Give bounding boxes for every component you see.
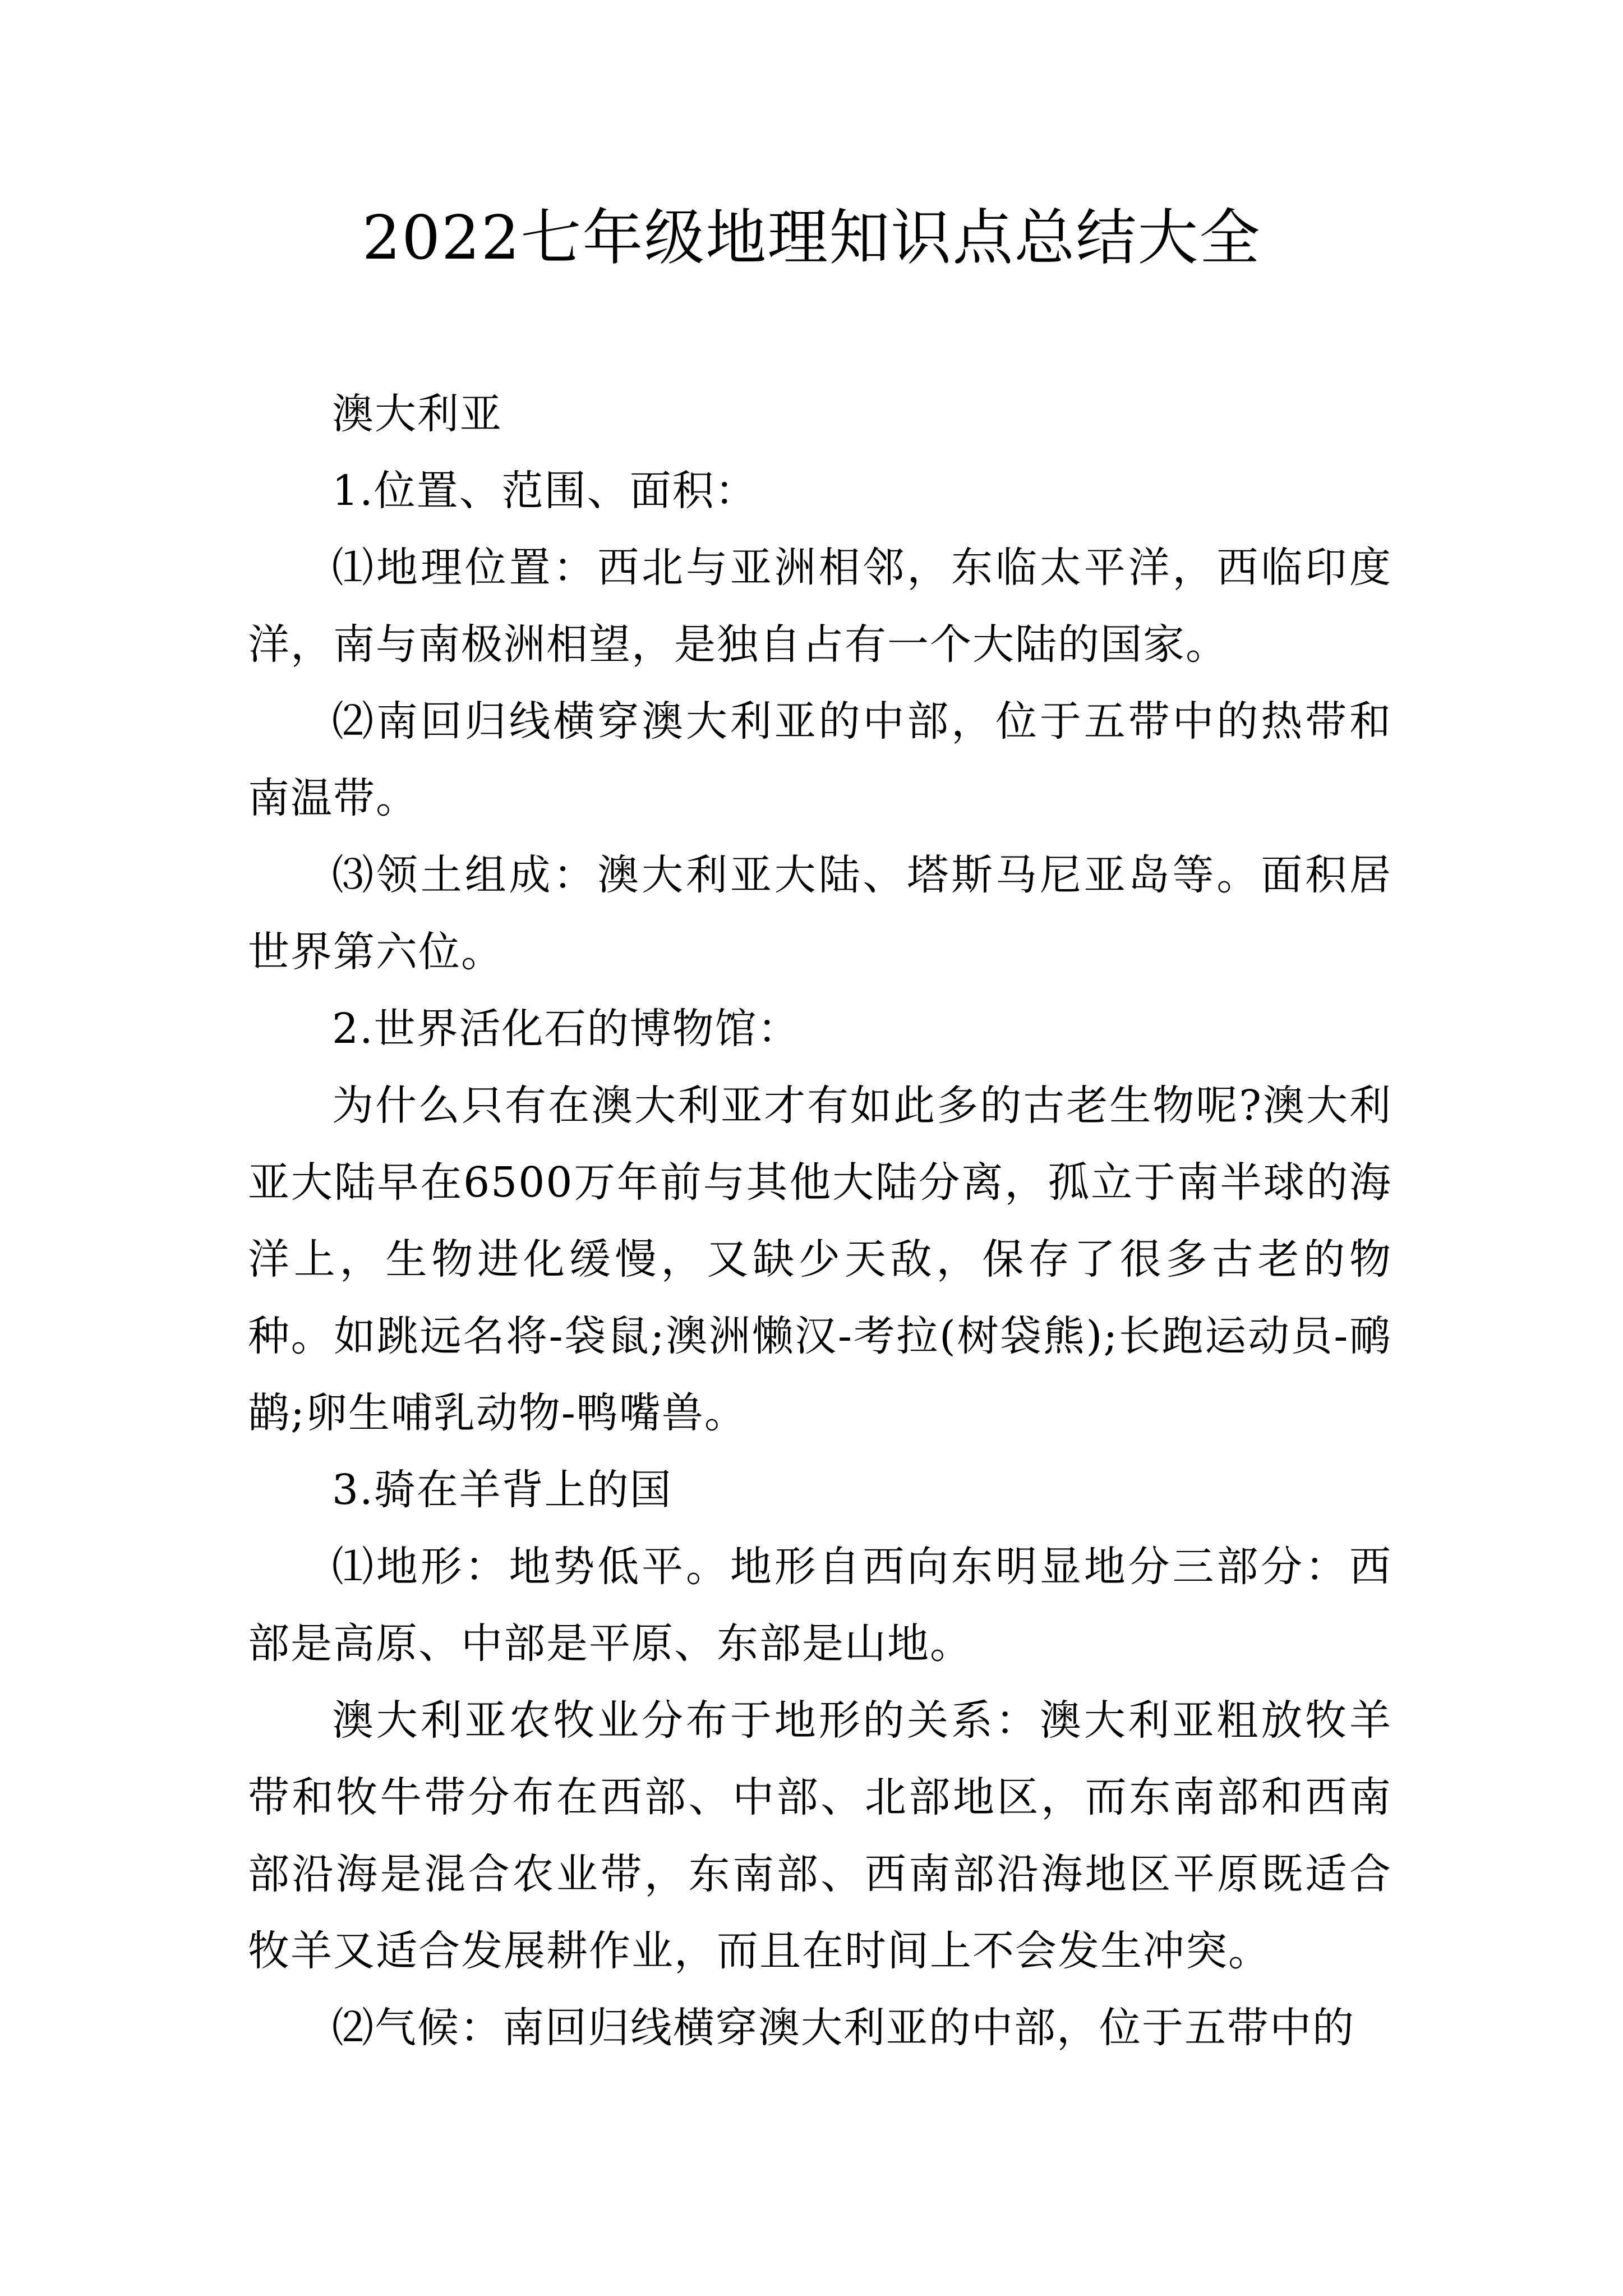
paragraph-agriculture: 澳大利亚农牧业分布于地形的关系：澳大利亚粗放牧羊带和牧牛带分布在西部、中部、北部地区，而东南部和西南部沿海是混合农业带，东南部、西南部沿海地区平原既适合牧羊又适合发展耕作业，而且在时间上不会发生冲突。 (248, 1696, 1392, 1975)
paragraph-geographic-position: ⑴地理位置：西北与亚洲相邻，东临太平洋，西临印度洋，南与南极洲相望，是独自占有一个大陆的国家。 (248, 544, 1392, 669)
paragraph-territory: ⑶领土组成：澳大利亚大陆、塔斯马尼亚岛等。面积居世界第六位。 (248, 851, 1392, 976)
paragraph-ancient-species: 为什么只有在澳大利亚才有如此多的古老生物呢?澳大利亚大陆早在6500万年前与其他大陆分离，孤立于南半球的海洋上，生物进化缓慢，又缺少天敌，保存了很多古老的物种。如跳远名将-袋鼠;澳洲懒汉-考拉(树袋熊);长跑运动员-鸸鹋;卵生哺乳动物-鸭嘴兽。 (248, 1082, 1392, 1437)
paragraph-section-heading: 澳大利亚 (332, 390, 502, 438)
document-title: 2022七年级地理知识点总结大全 (362, 203, 1261, 273)
paragraph-climate: ⑵气候：南回归线横穿澳大利亚的中部，位于五带中的 (332, 2004, 1355, 2052)
paragraph-tropic-of-capricorn: ⑵南回归线横穿澳大利亚的中部，位于五带中的热带和南温带。 (248, 697, 1392, 822)
paragraph-heading-sheep-country: 3.骑在羊背上的国 (332, 1466, 672, 1514)
paragraph-terrain: ⑴地形：地势低平。地形自西向东明显地分三部分：西部是高原、中部是平原、东部是山地。 (248, 1543, 1392, 1668)
paragraph-heading-living-fossils: 2.世界活化石的博物馆： (332, 1005, 800, 1053)
document-body (248, 376, 1392, 2067)
paragraph-heading-location: 1.位置、范围、面积： (332, 467, 758, 515)
